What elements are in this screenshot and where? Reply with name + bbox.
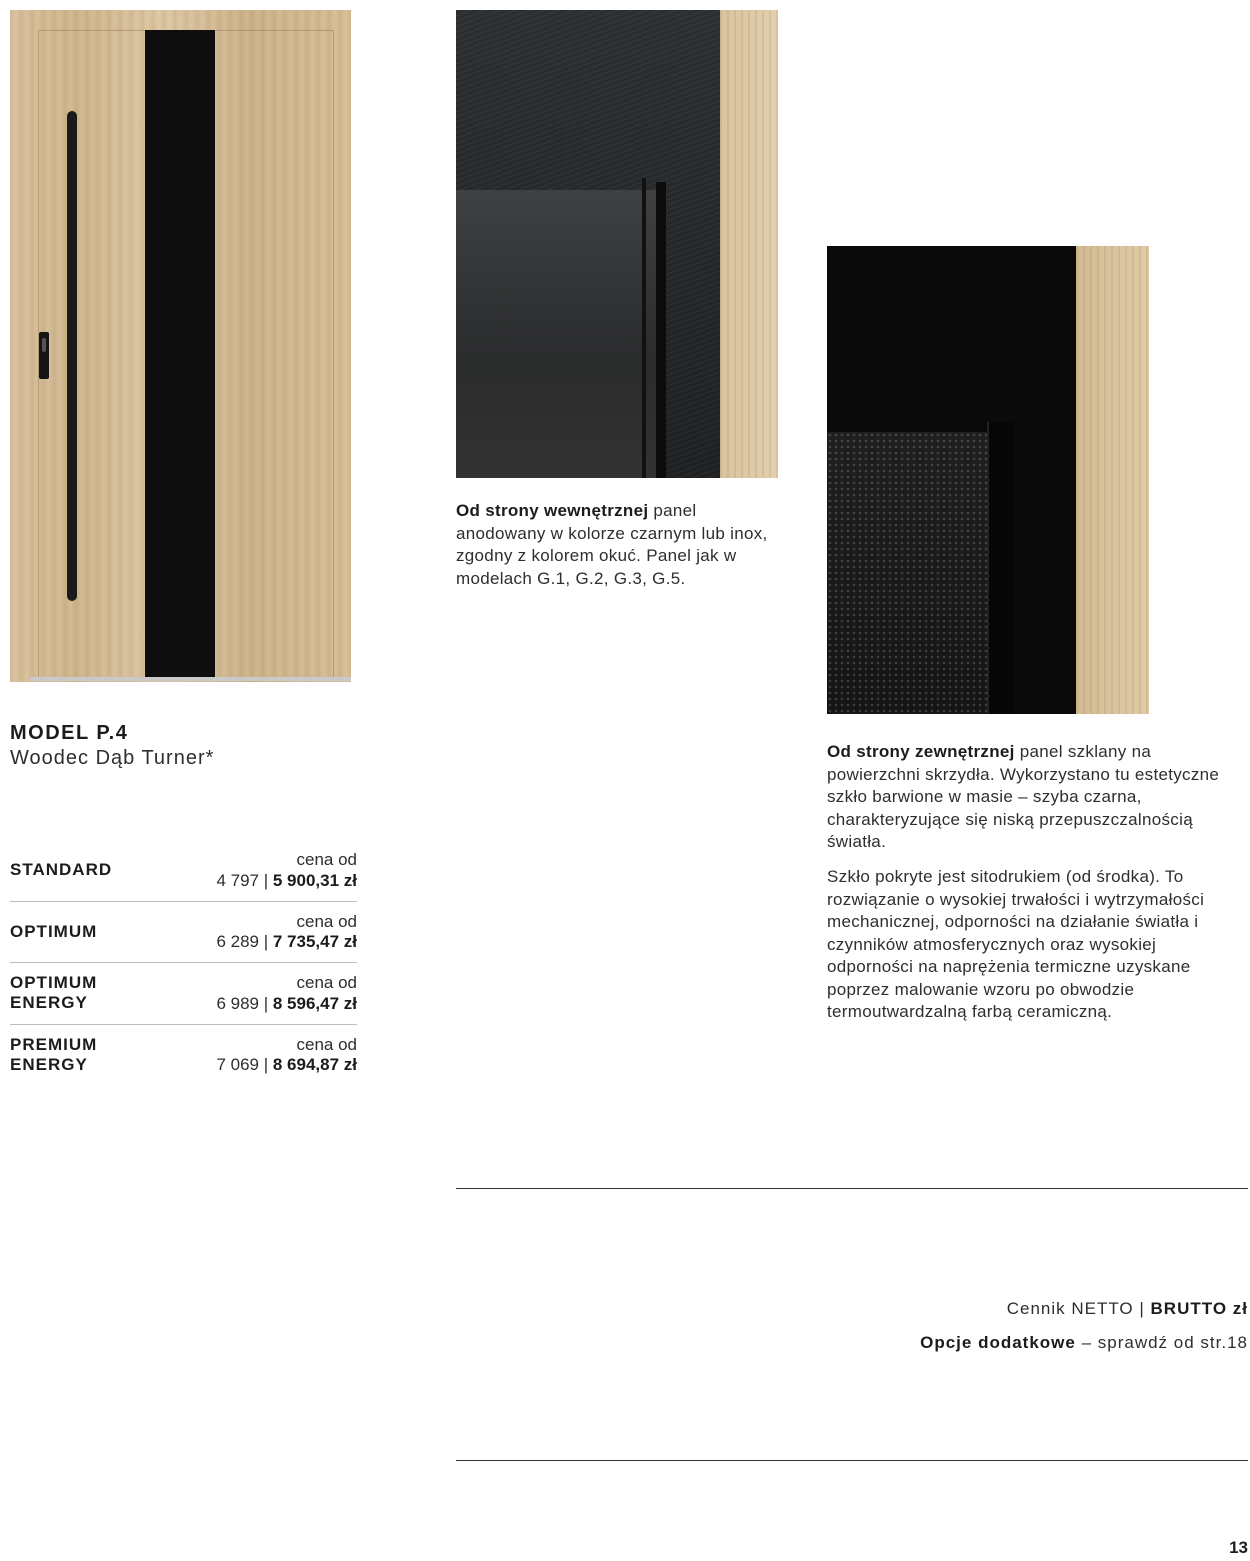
outside-description-bold: Od strony zewnętrznej bbox=[827, 742, 1015, 761]
outside-glass-photo bbox=[827, 246, 1149, 714]
price-label: cena od bbox=[296, 911, 357, 931]
print-description-text: Szkło pokryte jest sitodrukiem (od środka). To rozwiązanie o wysokiej trwałości i wytrzymałości mechanicznej, odporności na działanie światła i czynników atmosferycznych oraz wysokiej odporności na naprężenia termiczne uzyskane poprzez malowanie wzoru po obwodzie termoutwardzalną farbą ceramiczną. bbox=[827, 867, 1205, 1021]
inside-description bbox=[456, 500, 786, 590]
price-legend-text: Cennik NETTO | bbox=[1006, 1299, 1151, 1318]
price-net: 7 069 | bbox=[216, 1055, 273, 1074]
price-legend-bold: BRUTTO zł bbox=[1150, 1299, 1248, 1318]
divider-bottom bbox=[456, 1460, 1248, 1461]
panel-frame bbox=[656, 182, 666, 478]
price-gross: 8 596,47 zł bbox=[272, 993, 357, 1013]
price-gross: 8 694,87 zł bbox=[272, 1055, 357, 1074]
options-note-text: – sprawdź od str.18 bbox=[1075, 1333, 1248, 1352]
price-label: cena od bbox=[296, 1034, 357, 1054]
price-row-optimum-energy bbox=[10, 963, 357, 1025]
price-legend bbox=[1007, 1299, 1248, 1319]
price-row-optimum bbox=[10, 902, 357, 964]
model-subtitle: Woodec Dąb Turner* bbox=[10, 747, 215, 769]
outside-description-text: panel szklany na powierzchni skrzydła. Wykorzystano tu estetyczne szkło barwione w masie – szyba czarna, charakteryzujące się niską przepuszczalnością światła. bbox=[827, 742, 1220, 851]
inside-description-text: panel anodowany w kolorze czarnym lub inox, zgodny z kolorem okuć. Panel jak w modelach G.1, G.2, G.3, G.5. bbox=[456, 501, 768, 588]
inside-panel-photo bbox=[456, 10, 778, 478]
price-label: cena od bbox=[296, 973, 357, 992]
door-lock bbox=[39, 332, 49, 379]
price-label: cena od bbox=[296, 850, 357, 869]
price-value bbox=[216, 850, 357, 891]
options-note bbox=[920, 1333, 1248, 1353]
price-value bbox=[216, 973, 357, 1014]
price-row-premium-energy bbox=[10, 1025, 357, 1087]
price-value bbox=[216, 912, 357, 953]
price-net: 6 989 | bbox=[216, 993, 273, 1013]
price-table bbox=[10, 840, 357, 1086]
outside-description bbox=[827, 741, 1247, 854]
door-threshold bbox=[30, 677, 351, 681]
options-note-bold: Opcje dodatkowe bbox=[920, 1333, 1076, 1352]
divider-top bbox=[456, 1188, 1248, 1189]
panel-frame-edge bbox=[642, 178, 646, 478]
price-gross: 7 735,47 zł bbox=[272, 932, 357, 951]
price-variant-name: STANDARD bbox=[10, 860, 113, 880]
printed-glass bbox=[827, 432, 987, 714]
print-description bbox=[827, 866, 1247, 1024]
price-net: 6 289 | bbox=[216, 932, 273, 951]
wood-edge bbox=[720, 10, 778, 478]
price-row-standard bbox=[10, 840, 357, 902]
price-net: 4 797 | bbox=[216, 870, 273, 890]
glass-frame bbox=[987, 422, 1013, 714]
model-title: MODEL P.4 bbox=[10, 722, 129, 744]
door-photo bbox=[10, 10, 351, 682]
door-handle bbox=[67, 111, 77, 601]
price-value bbox=[216, 1035, 357, 1076]
inside-description-bold: Od strony wewnętrznej bbox=[456, 501, 649, 520]
price-gross: 5 900,31 zł bbox=[272, 870, 357, 890]
page-number: 13 bbox=[1229, 1538, 1248, 1557]
wood-edge bbox=[1076, 246, 1149, 714]
price-variant-name: OPTIMUM ENERGY bbox=[10, 973, 98, 1013]
panel-glass bbox=[456, 190, 656, 478]
price-variant-name: PREMIUM ENERGY bbox=[10, 1035, 98, 1075]
price-variant-name: OPTIMUM bbox=[10, 921, 98, 941]
door-glass-strip bbox=[145, 30, 215, 678]
